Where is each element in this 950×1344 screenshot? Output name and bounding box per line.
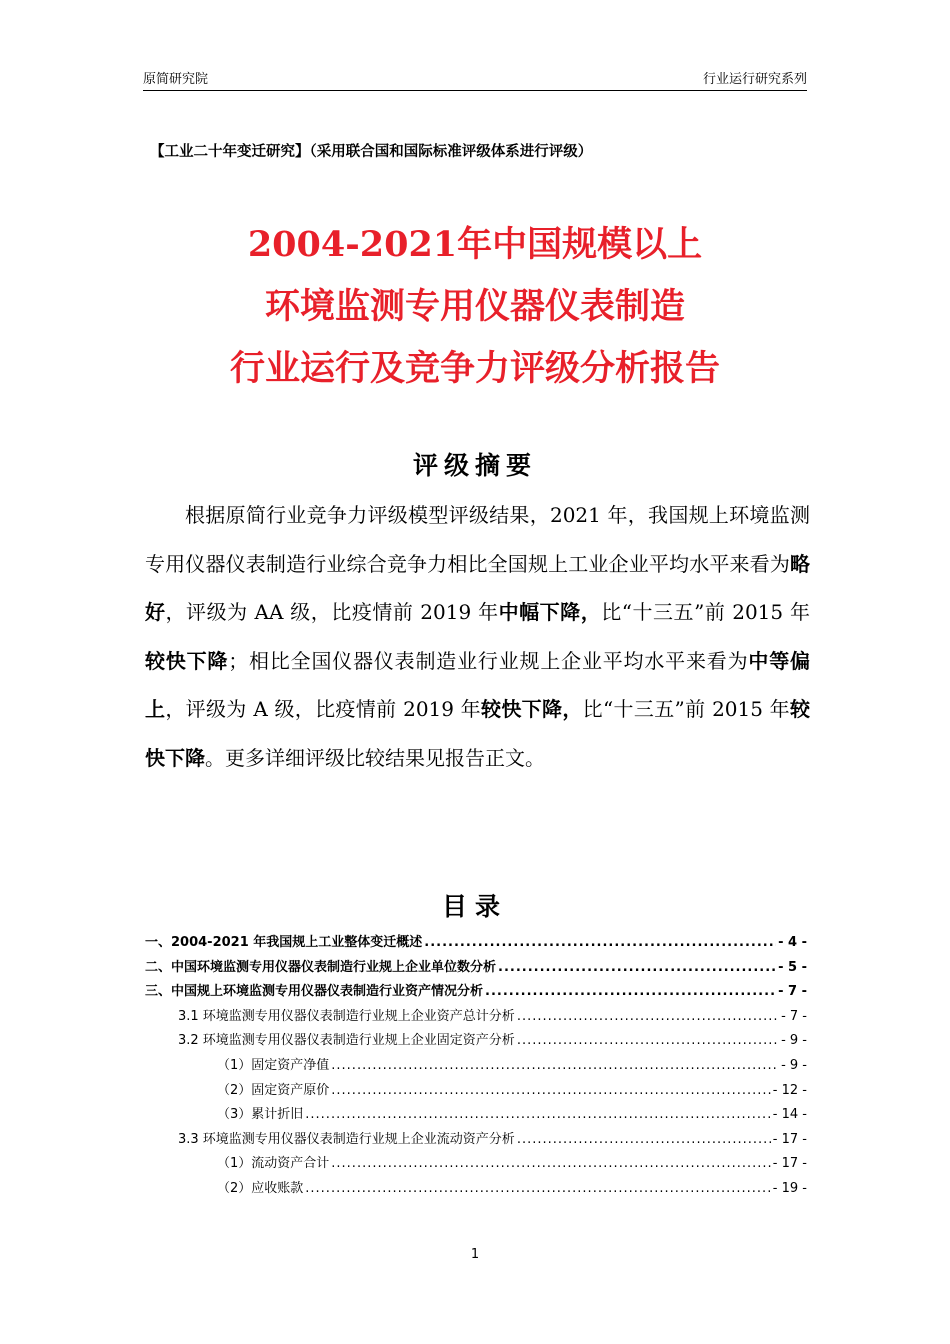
summary-emphasis: 中等偏上 [145, 648, 811, 721]
toc-entry[interactable] [145, 956, 807, 981]
summary-emphasis: 较快下降， [481, 697, 583, 721]
summary-text: ，评级为 AA 级 [165, 600, 311, 624]
toc-entry[interactable] [145, 980, 807, 1005]
summary-text: 比疫情前 2019 年 [315, 697, 482, 721]
toc-entry-page: - 14 - [772, 1107, 807, 1123]
toc-entry-title: （1）固定资产净值 [217, 1057, 330, 1073]
summary-emphasis: 略好 [145, 551, 810, 624]
summary-text: 根据原简行业竞争力评级模型评级结果，2021 年，我国规上环境监测专用仪器仪表制造行业综合竞争力相比全国规上工业企业平均水平来看为 [145, 503, 810, 576]
toc-entry[interactable] [145, 1103, 807, 1128]
title-line-3: 行业运行及竞争力评级分析报告 [229, 348, 720, 389]
toc-entry-title: 一、2004-2021 年我国规上工业整体变迁概述 [145, 935, 423, 950]
toc-dot-leader [498, 960, 776, 975]
header-institute: 原简研究院 [143, 72, 209, 87]
report-title [0, 214, 950, 400]
summary-text: 。更多详细评级比较结果见报告正文。 [205, 745, 545, 770]
toc-entry-page: - 12 - [772, 1082, 807, 1098]
toc-entry[interactable] [145, 1177, 807, 1202]
toc-entry-title: 三、中国规上环境监测专用仪器仪表制造行业资产情况分析 [145, 984, 484, 1000]
title-line-1: 2004-2021年中国规模以上 [247, 224, 703, 265]
toc-dot-leader [517, 1033, 779, 1048]
toc-entry-title: 二、中国环境监测专用仪器仪表制造行业规上企业单位数分析 [145, 959, 497, 975]
summary-text: 比“十三五”前 2015 年 [601, 600, 811, 624]
summary-text: ；相比全国仪器仪表制造业行业规上企业平均水平来看为 [228, 648, 749, 673]
toc-entry-title: （3）累计折旧 [217, 1107, 304, 1123]
toc-dot-leader [305, 1107, 771, 1122]
page-header [143, 66, 807, 91]
toc-entry[interactable] [145, 1079, 807, 1104]
summary-emphasis: 中幅下降， [498, 600, 602, 624]
summary-emphasis: 较快下降 [145, 697, 810, 770]
toc-entry-title: （2）应收账款 [217, 1180, 304, 1196]
toc-entry-page: - 17 - [772, 1156, 807, 1172]
summary-text: 比“十三五”前 2015 年 [582, 697, 790, 721]
series-line: 【工业二十年变迁研究】（采用联合国和国际标准评级体系进行评级） [150, 144, 593, 160]
toc-entry[interactable] [145, 1005, 807, 1030]
toc-entry-page: - 17 - [772, 1131, 807, 1147]
toc-entry-page: - 19 - [772, 1180, 807, 1196]
toc-entry-page: - 7 - [778, 984, 807, 1000]
toc-entry-page: - 9 - [781, 1033, 807, 1049]
toc-entry[interactable] [145, 931, 807, 956]
summary-paragraph [145, 491, 810, 782]
toc-dot-leader [517, 1132, 771, 1147]
toc-entry-page: - 7 - [781, 1008, 807, 1024]
toc-dot-leader [305, 1181, 771, 1196]
table-of-contents [145, 931, 807, 1202]
header-series: 行业运行研究系列 [702, 72, 807, 87]
toc-entry-page: - 5 - [778, 959, 807, 975]
toc-dot-leader [424, 935, 776, 950]
toc-entry-title: 3.1 环境监测专用仪器仪表制造行业规上企业资产总计分析 [178, 1008, 515, 1024]
toc-entry-page: - 9 - [781, 1057, 807, 1073]
toc-entry[interactable] [145, 1128, 807, 1153]
summary-heading: 评级摘要 [412, 451, 537, 480]
toc-dot-leader [485, 984, 776, 999]
toc-entry-title: 3.3 环境监测专用仪器仪表制造行业规上企业流动资产分析 [178, 1131, 515, 1147]
summary-text: ，评级为 A 级， [165, 697, 316, 721]
toc-dot-leader [517, 1009, 779, 1024]
toc-dot-leader [331, 1083, 771, 1098]
toc-entry-title: 3.2 环境监测专用仪器仪表制造行业规上企业固定资产分析 [178, 1033, 515, 1049]
toc-entry[interactable] [145, 1152, 807, 1177]
toc-entry[interactable] [145, 1054, 807, 1079]
toc-entry-title: （2）固定资产原价 [217, 1082, 330, 1098]
toc-entry-title: （1）流动资产合计 [217, 1156, 330, 1172]
toc-heading: 目录 [441, 892, 508, 921]
toc-dot-leader [331, 1058, 779, 1073]
summary-text: ，比疫情前 2019 年 [310, 600, 499, 624]
toc-entry-page: - 4 - [778, 935, 807, 950]
toc-entry[interactable] [145, 1029, 807, 1054]
toc-dot-leader [331, 1156, 771, 1171]
summary-emphasis: 较快下降 [145, 648, 229, 673]
page-number: 1 [470, 1247, 480, 1262]
title-line-2: 环境监测专用仪器仪表制造 [264, 286, 685, 327]
